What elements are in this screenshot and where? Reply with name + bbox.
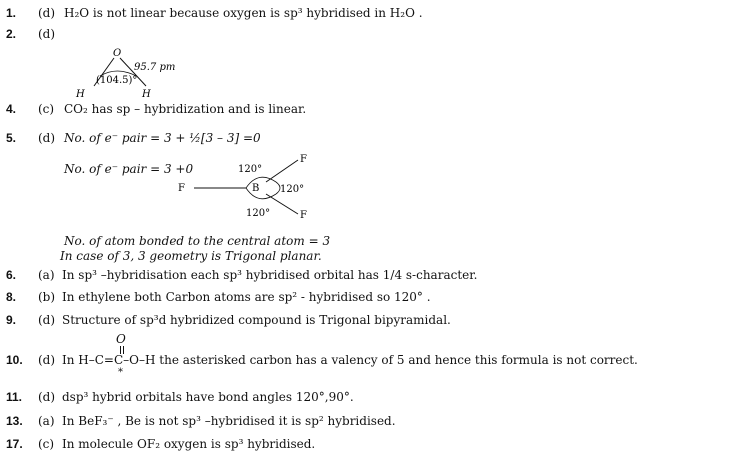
atom-f-top: F (300, 154, 307, 165)
bf3-structure-diagram (170, 152, 320, 224)
question-number: 11. (6, 390, 23, 404)
answer-option: (d) (38, 6, 56, 20)
question-number: 1. (6, 6, 17, 20)
atom-o: O (113, 48, 122, 59)
answer-option: (d) (38, 131, 56, 145)
question-number: 2. (6, 27, 17, 41)
answer-text: In molecule OF₂ oxygen is sp³ hybridised. (62, 437, 316, 451)
answer-text: In sp³ –hybridisation each sp³ hybridised orbital has 1/4 s-character. (62, 268, 478, 282)
water-bond-diagram (70, 46, 180, 102)
question-number: 4. (6, 102, 17, 116)
bond-angle-label: (104.5)° (96, 75, 138, 86)
question-number: 13. (6, 414, 23, 428)
answer-text: Structure of sp³d hybridized compound is Trigonal bipyramidal. (62, 313, 451, 327)
answer-text: CO₂ has sp – hybridization and is linear. (64, 102, 307, 116)
atom-h-left: H (76, 89, 85, 100)
question-number: 6. (6, 268, 17, 282)
atom-f-bottom: F (300, 210, 307, 221)
answer-text: H₂O is not linear because oxygen is sp³ hybridised in H₂O . (64, 6, 423, 20)
answer-option: (d) (38, 313, 56, 327)
question-number: 17. (6, 437, 23, 451)
atom-b: B (252, 183, 260, 194)
atom-f-left: F (178, 183, 185, 194)
answer-text: In BeF₃⁻ , Be is not sp³ –hybridised it is sp² hybridised. (62, 414, 396, 428)
answer-option: (d) (38, 390, 56, 404)
answer-text: No. of e⁻ pair = 3 + ½[3 – 3] =0 (64, 131, 261, 145)
answer-text: In ethylene both Carbon atoms are sp² - hybridised so 120° . (62, 290, 431, 304)
angle-right-label: 120° (280, 184, 305, 195)
atoms-bonded-line: No. of atom bonded to the central atom = 3 (64, 234, 331, 248)
oxygen-label: O (116, 332, 126, 346)
angle-top-label: 120° (238, 164, 263, 175)
angle-bottom-label: 120° (246, 208, 271, 219)
answer-option: (a) (38, 268, 55, 282)
question-number: 8. (6, 290, 17, 304)
electron-pair-line: No. of e⁻ pair = 3 +0 (64, 162, 194, 176)
answer-option: (d) (38, 27, 56, 41)
asterisk-mark: * (118, 367, 123, 378)
question-number: 10. (6, 353, 23, 367)
answer-option: (d) (38, 353, 56, 367)
question-number: 9. (6, 313, 17, 327)
answer-option: (c) (38, 437, 55, 451)
answer-option: (c) (38, 102, 55, 116)
answer-text: dsp³ hybrid orbitals have bond angles 120°,90°. (62, 390, 354, 404)
answer-text: In H–C=C–O–H the asterisked carbon has a valency of 5 and hence this formula is not correct. (62, 353, 638, 367)
atom-h-right: H (142, 89, 151, 100)
geometry-line: In case of 3, 3 geometry is Trigonal planar. (60, 249, 322, 263)
answer-option: (b) (38, 290, 56, 304)
question-number: 5. (6, 131, 17, 145)
bond-length-label: 95.7 pm (134, 62, 176, 73)
answer-option: (a) (38, 414, 55, 428)
